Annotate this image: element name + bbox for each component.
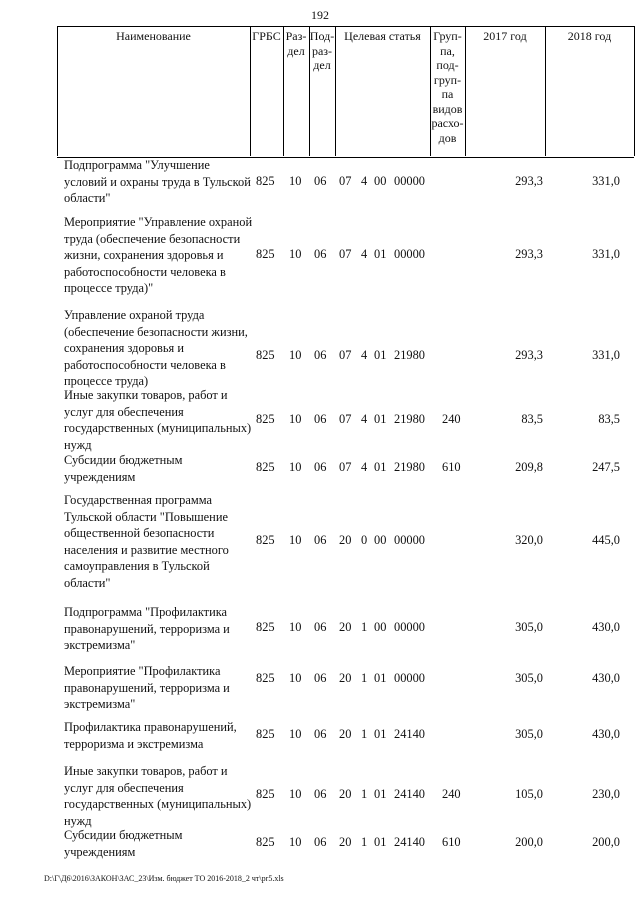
row-name: Подпрограмма "Улучшение условий и охраны труда в Тульской области" [64,158,251,205]
cell-subprogram: 4 [361,247,368,261]
header-2018: 2018 год [567,29,612,43]
cell-event: 01 [374,671,387,685]
cell-podrazdel: 06 [314,835,327,849]
cell-grbs: 825 [256,787,275,801]
cell-program: 20 [339,533,352,547]
cell-2017: 209,8 [515,460,543,474]
cell-direction: 00000 [394,533,425,547]
cell-direction: 21980 [394,412,425,426]
cell-2018: 331,0 [592,247,620,261]
cell-direction: 00000 [394,620,425,634]
cell-program: 20 [339,787,352,801]
cell-grbs: 825 [256,460,275,474]
cell-razdel: 10 [289,247,302,261]
cell-2017: 320,0 [515,533,543,547]
row-name: Государственная программа Тульской области "Повышение общественной безопасности населения и развитие местного самоуправления в Тульской области" [64,493,229,590]
header-podrazdel: Под- раз- дел [309,29,335,72]
cell-program: 07 [339,174,352,188]
cell-direction: 24140 [394,787,425,801]
cell-razdel: 10 [289,174,302,188]
cell-direction: 24140 [394,727,425,741]
cell-event: 01 [374,460,387,474]
header-vid-rashodov: Груп- па, под- груп- па видов расхо- дов [431,29,464,145]
cell-event: 01 [374,247,387,261]
cell-2018: 331,0 [592,174,620,188]
header-grbs: ГРБС [252,29,281,43]
cell-direction: 21980 [394,460,425,474]
cell-subprogram: 4 [361,412,368,426]
cell-grbs: 825 [256,348,275,362]
cell-podrazdel: 06 [314,460,327,474]
cell-podrazdel: 06 [314,620,327,634]
row-name: Субсидии бюджетным учреждениям [64,828,183,859]
cell-program: 07 [339,247,352,261]
cell-2017: 200,0 [515,835,543,849]
header-celevaya-statya: Целевая статья [344,29,421,43]
cell-2018: 331,0 [592,348,620,362]
cell-grbs: 825 [256,727,275,741]
row-name: Подпрограмма "Профилактика правонарушений, терроризма и экстремизма" [64,605,230,652]
cell-2018: 445,0 [592,533,620,547]
cell-2017: 83,5 [521,412,543,426]
cell-2017: 305,0 [515,620,543,634]
cell-direction: 00000 [394,174,425,188]
cell-2017: 293,3 [515,247,543,261]
page-number: 192 [311,8,329,22]
file-path-footer: D:\Г\Д6\2016\ЗАКОН\ЗАС_23\Изм. бюджет ТО 2016-2018_2 чт\pr5.xls [44,874,284,883]
cell-2018: 247,5 [592,460,620,474]
cell-subprogram: 0 [361,533,368,547]
cell-podrazdel: 06 [314,174,327,188]
cell-razdel: 10 [289,620,302,634]
cell-subprogram: 1 [361,787,368,801]
cell-podrazdel: 06 [314,727,327,741]
cell-event: 01 [374,727,387,741]
cell-grbs: 825 [256,412,275,426]
row-name: Управление охраной труда (обеспечение безопасности жизни, сохранения здоровья и работоспособности человека в процессе труда) [64,308,248,388]
cell-direction: 00000 [394,671,425,685]
cell-program: 07 [339,348,352,362]
cell-subprogram: 1 [361,620,368,634]
cell-razdel: 10 [289,671,302,685]
cell-grbs: 825 [256,671,275,685]
cell-vid-rashodov: 610 [442,460,461,474]
header-razdel: Раз- дел [285,29,307,58]
cell-direction: 21980 [394,348,425,362]
cell-program: 20 [339,727,352,741]
cell-event: 01 [374,348,387,362]
cell-2017: 305,0 [515,671,543,685]
cell-2018: 430,0 [592,727,620,741]
cell-event: 01 [374,835,387,849]
cell-podrazdel: 06 [314,533,327,547]
cell-subprogram: 4 [361,460,368,474]
cell-program: 07 [339,460,352,474]
cell-2017: 293,3 [515,174,543,188]
cell-subprogram: 1 [361,727,368,741]
cell-vid-rashodov: 610 [442,835,461,849]
row-name: Субсидии бюджетным учреждениям [64,453,183,484]
row-name: Иные закупки товаров, работ и услуг для обеспечения государственных (муниципальных) нужд [64,764,252,828]
cell-2017: 293,3 [515,348,543,362]
cell-event: 00 [374,174,387,188]
cell-podrazdel: 06 [314,348,327,362]
row-name: Профилактика правонарушений, терроризма и экстремизма [64,720,237,751]
cell-vid-rashodov: 240 [442,787,461,801]
cell-2018: 430,0 [592,671,620,685]
cell-podrazdel: 06 [314,412,327,426]
cell-subprogram: 4 [361,348,368,362]
cell-razdel: 10 [289,460,302,474]
cell-program: 20 [339,620,352,634]
cell-2018: 200,0 [592,835,620,849]
cell-event: 00 [374,533,387,547]
cell-program: 07 [339,412,352,426]
cell-event: 01 [374,412,387,426]
cell-razdel: 10 [289,533,302,547]
cell-subprogram: 1 [361,835,368,849]
cell-razdel: 10 [289,787,302,801]
cell-grbs: 825 [256,247,275,261]
cell-razdel: 10 [289,412,302,426]
cell-2017: 305,0 [515,727,543,741]
cell-program: 20 [339,835,352,849]
cell-grbs: 825 [256,620,275,634]
cell-2018: 230,0 [592,787,620,801]
cell-subprogram: 4 [361,174,368,188]
cell-grbs: 825 [256,174,275,188]
cell-razdel: 10 [289,835,302,849]
cell-event: 00 [374,620,387,634]
cell-subprogram: 1 [361,671,368,685]
cell-grbs: 825 [256,533,275,547]
cell-vid-rashodov: 240 [442,412,461,426]
cell-2018: 83,5 [598,412,620,426]
cell-podrazdel: 06 [314,787,327,801]
cell-grbs: 825 [256,835,275,849]
cell-direction: 24140 [394,835,425,849]
row-name: Иные закупки товаров, работ и услуг для обеспечения государственных (муниципальных) нужд [64,388,252,452]
cell-2017: 105,0 [515,787,543,801]
cell-podrazdel: 06 [314,247,327,261]
cell-program: 20 [339,671,352,685]
cell-direction: 00000 [394,247,425,261]
row-name: Мероприятие "Профилактика правонарушений, терроризма и экстремизма" [64,664,230,711]
cell-razdel: 10 [289,727,302,741]
cell-event: 01 [374,787,387,801]
cell-razdel: 10 [289,348,302,362]
cell-2018: 430,0 [592,620,620,634]
header-2017: 2017 год [483,29,527,43]
row-name: Мероприятие "Управление охраной труда (обеспечение безопасности жизни, сохранения здоровья и работоспособности человека в процессе труда)" [64,215,253,295]
cell-podrazdel: 06 [314,671,327,685]
header-name: Наименование [116,29,191,43]
